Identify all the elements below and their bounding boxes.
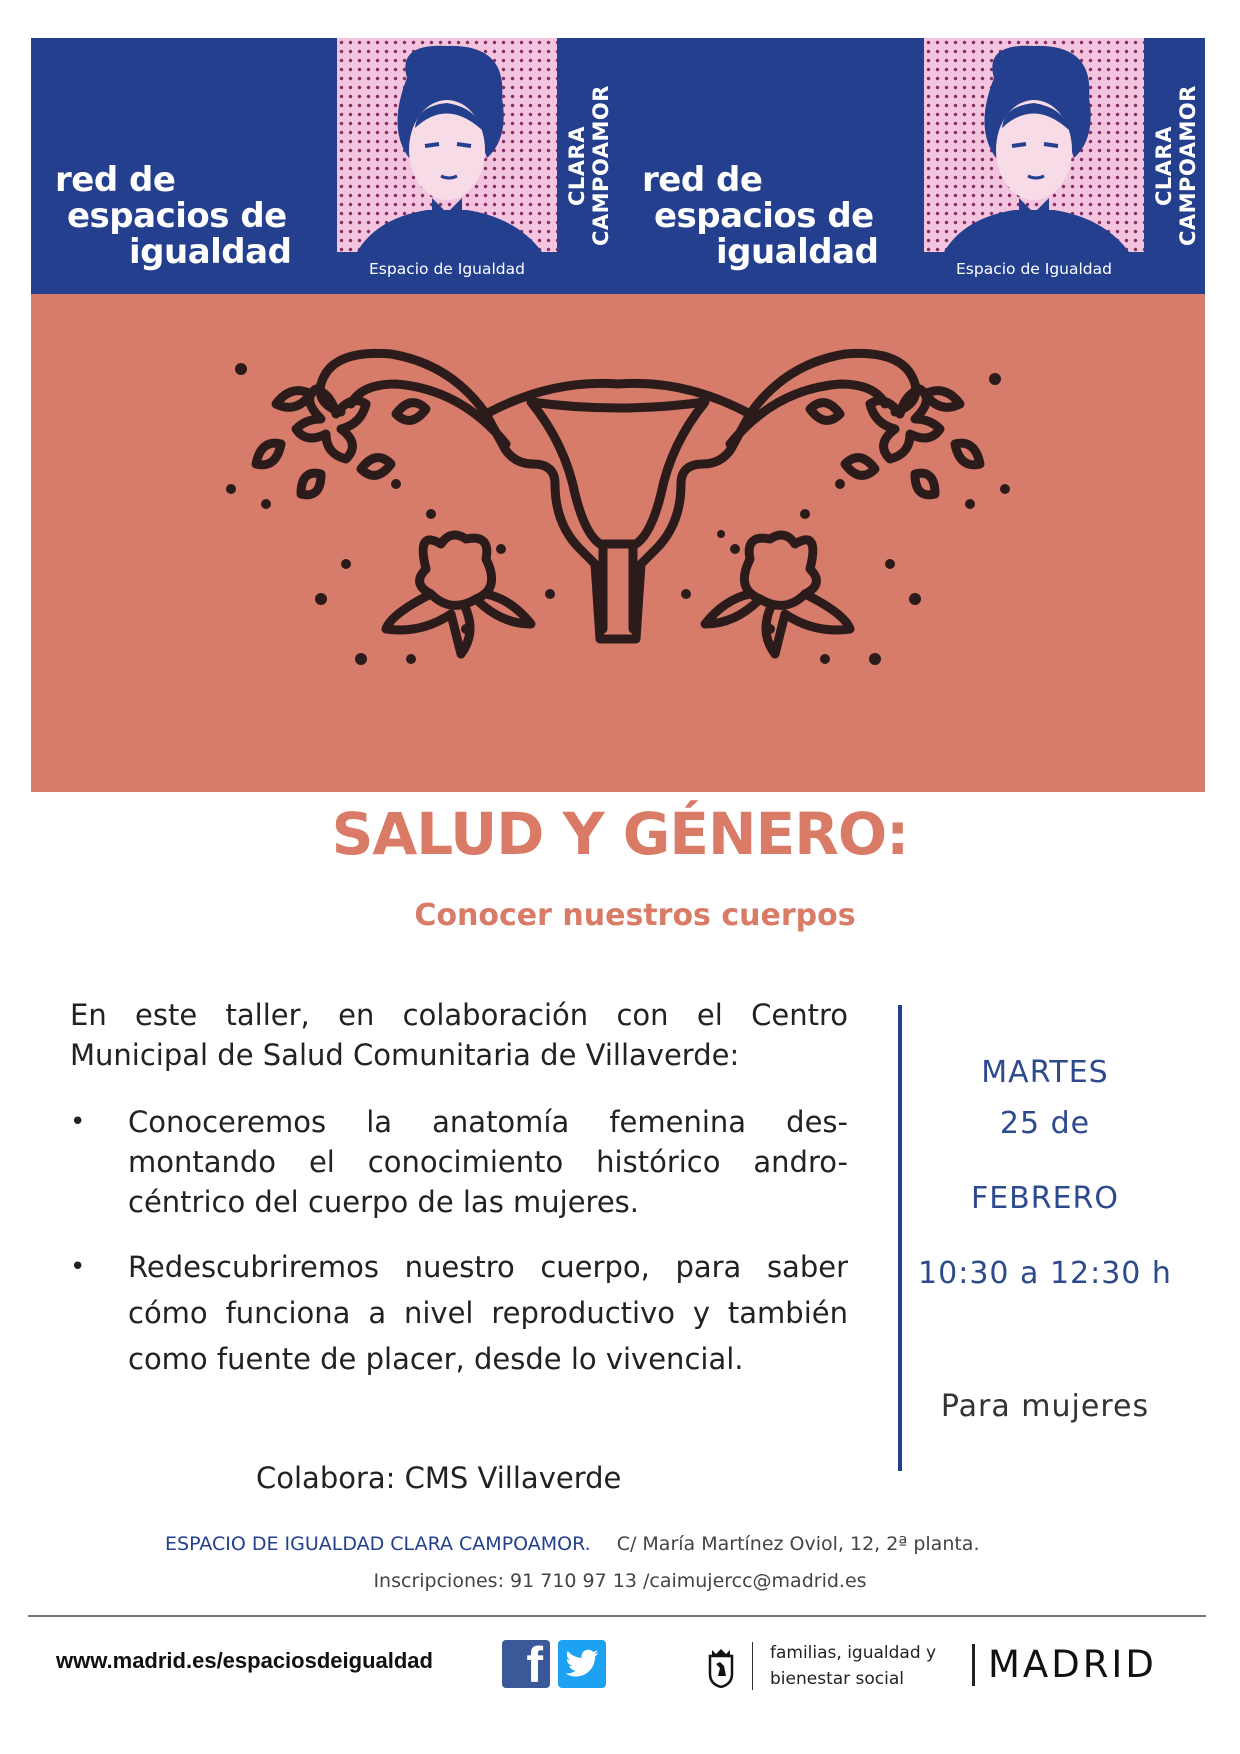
event-time: 10:30 a 12:30 h <box>918 1256 1172 1291</box>
list-item: • Redescubriremos nuestro cuerpo, para saber cómo funciona a nivel reproductivo y también como fuente de placer, desde lo vivencial. <box>70 1244 848 1382</box>
madrid-logo: MADRID <box>988 1643 1157 1686</box>
event-date: 25 de <box>999 1106 1091 1141</box>
event-audience: Para mujeres <box>940 1389 1150 1424</box>
address-line <box>165 1533 980 1555</box>
logo-block-left <box>31 38 618 294</box>
list-item: • Conoceremos la anatomía femenina des-montando el conocimiento histórico andro-céntrico del cuerpo de las mujeres. <box>70 1102 848 1222</box>
vertical-divider <box>898 1005 902 1471</box>
uterus-illustration <box>31 294 1205 792</box>
facebook-icon[interactable]: f <box>502 1640 550 1688</box>
portrait-caption: Espacio de Igualdad <box>924 252 1144 286</box>
logo-block-right <box>618 38 1205 294</box>
bullet-list <box>70 1102 848 1382</box>
header-banner <box>31 38 1205 294</box>
footer-divider <box>28 1615 1206 1617</box>
vertical-name: CLARA CAMPOAMOR <box>1152 85 1200 247</box>
page-title: SALUD Y GÉNERO: <box>331 800 909 868</box>
page-subtitle: Conocer nuestros cuerpos <box>414 898 856 933</box>
portrait-image <box>337 38 557 286</box>
venue-name: ESPACIO DE IGUALDAD CLARA CAMPOAMOR. <box>165 1533 591 1555</box>
collaborator-text: Colabora: CMS Villaverde <box>256 1461 622 1495</box>
madrid-crest-icon <box>706 1648 736 1688</box>
red-espacios-logo: red de espacios de igualdad <box>642 160 879 272</box>
event-month: FEBRERO <box>970 1181 1120 1216</box>
portrait-caption: Espacio de Igualdad <box>337 252 557 286</box>
vertical-name: CLARA CAMPOAMOR <box>565 85 613 247</box>
bullet-dot: • <box>70 1252 86 1282</box>
intro-text: En este taller, en colaboración con el Centro Municipal de Salud Comunitaria de Villaverde: <box>70 998 848 1072</box>
department-separator <box>752 1642 753 1690</box>
bullet-dot: • <box>70 1107 86 1137</box>
madrid-separator <box>972 1644 975 1686</box>
event-day: MARTES <box>981 1055 1109 1090</box>
portrait-image <box>924 38 1144 286</box>
inscriptions-line: Inscripciones: 91 710 97 13 /caimujercc@madrid.es <box>373 1570 867 1592</box>
venue-street: C/ María Martínez Oviol, 12, 2ª planta. <box>616 1533 980 1555</box>
red-espacios-logo: red de espacios de igualdad <box>55 160 292 272</box>
department-name: familias, igualdad y bienestar social <box>770 1643 937 1689</box>
website-link[interactable]: www.madrid.es/espaciosdeigualdad <box>56 1648 433 1673</box>
twitter-icon[interactable] <box>558 1640 606 1688</box>
